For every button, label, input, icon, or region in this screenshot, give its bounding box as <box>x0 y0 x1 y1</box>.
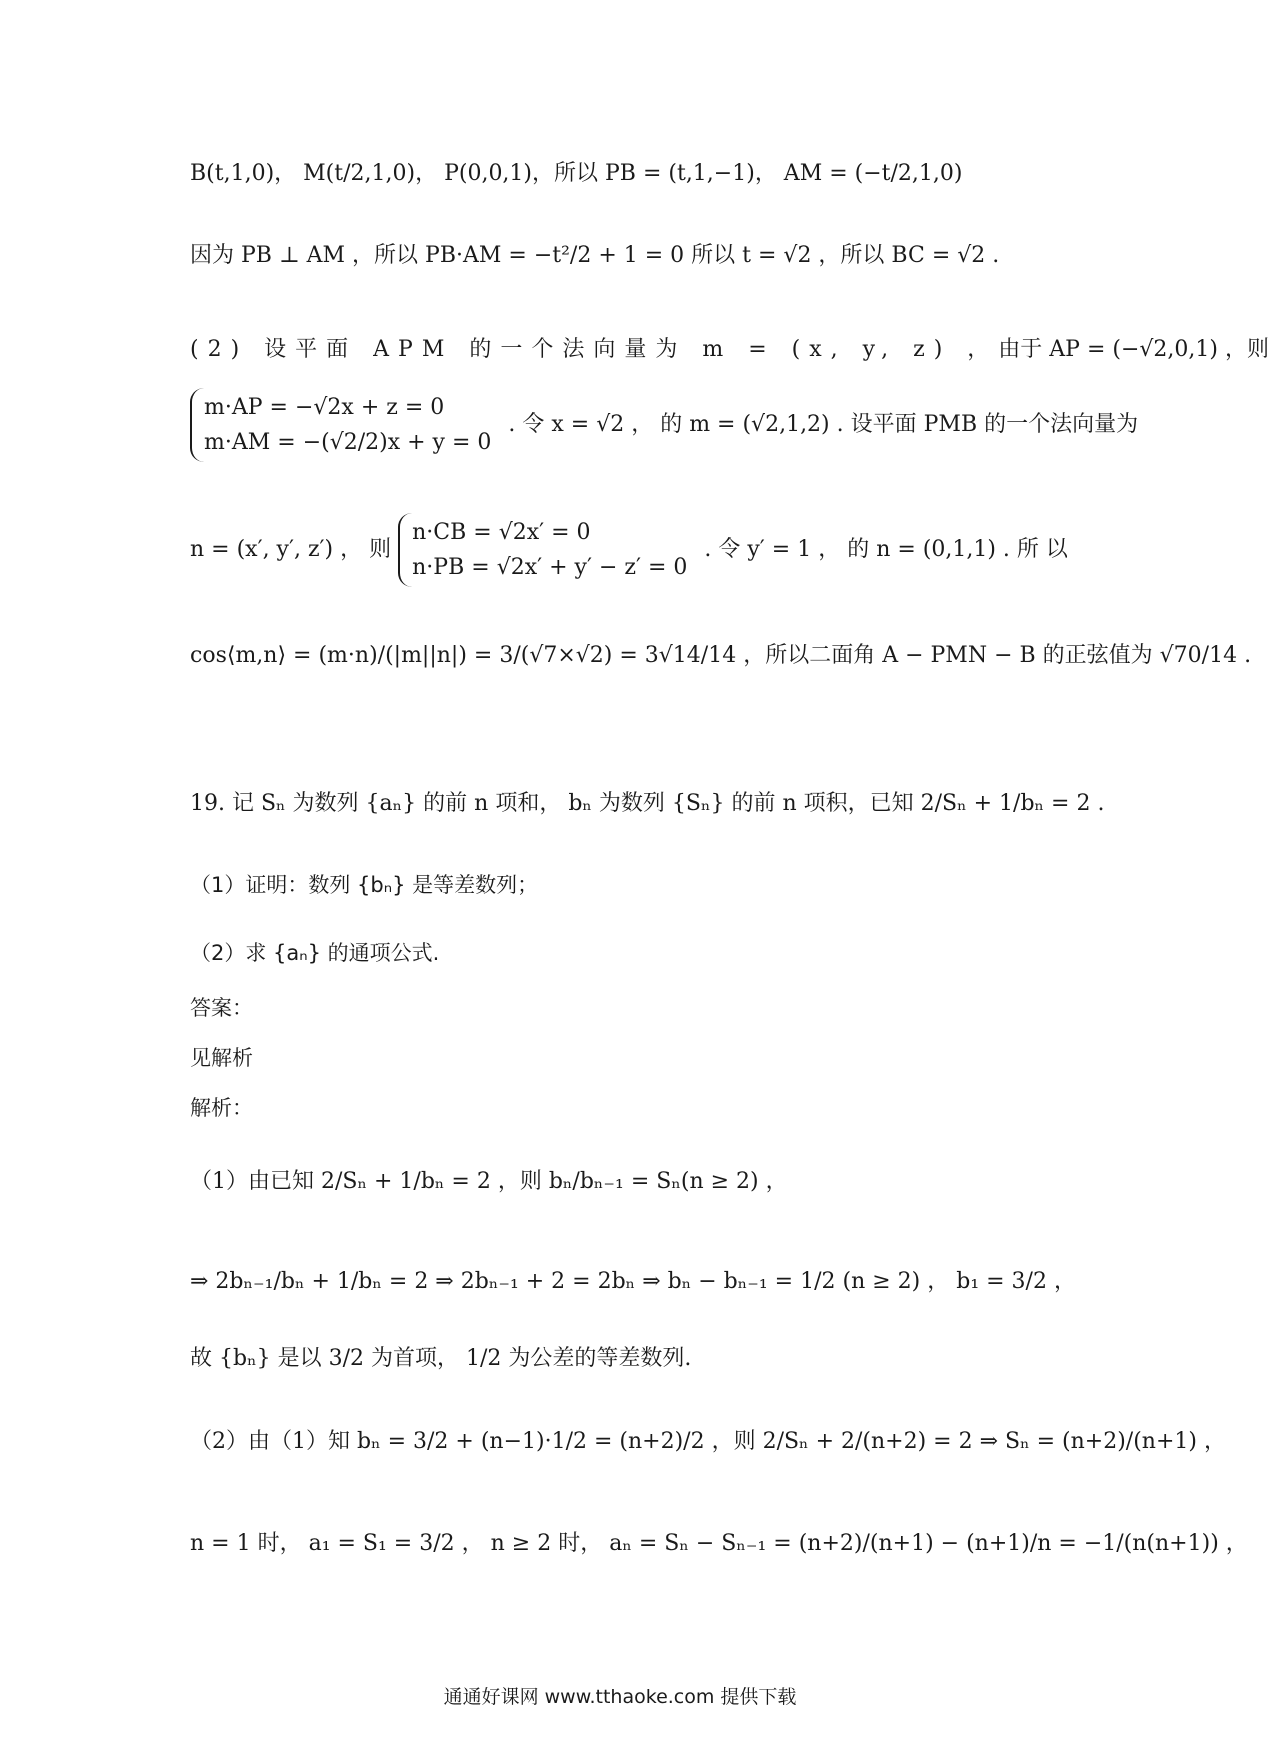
solution-line-5 <box>190 513 1070 587</box>
equation-system-m <box>190 388 501 462</box>
question-19-part-2: （2）求 {aₙ} 的通项公式. <box>190 941 440 965</box>
system-n-eq-2: n·PB = √2x′ + y′ − z′ = 0 <box>412 555 688 581</box>
question-19: 19. 记 Sₙ 为数列 {aₙ} 的前 n 项和， bₙ 为数列 {Sₙ} 的前 n 项积，已知 2/Sₙ + 1/bₙ = 2 . <box>190 791 1105 816</box>
answer-label: 答案： <box>190 996 253 1020</box>
line-5-tail: . 令 y′ = 1 ， 的 n = (0,1,1) . 所 以 <box>704 537 1068 563</box>
solution-line-3 <box>190 336 1269 365</box>
solution-line-1: B(t,1,0)， M(t/2,1,0)， P(0,0,1)，所以 PB = (t,1,−1)， AM = (−t/2,1,0) <box>190 161 963 186</box>
system-m-eq-2: m·AM = −(√2/2)x + y = 0 <box>204 430 492 456</box>
analysis-step-4: （2）由（1）知 bₙ = 3/2 + (n−1)·1/2 = (n+2)/2 ，则 2/Sₙ + 2/(n+2) = 2 ⇒ Sₙ = (n+2)/(n+1) ， <box>190 1429 1226 1454</box>
solution-line-4 <box>190 388 1139 462</box>
question-19-part-1: （1）证明：数列 {bₙ} 是等差数列； <box>190 873 539 897</box>
line-3-part-c: 则 <box>1246 337 1269 362</box>
line-3-part-b: 由于 AP = (−√2,0,1) ， <box>998 337 1247 362</box>
line-3-part-a: (2) 设平面 APM 的一个法向量为 m = (x, y, z) ， <box>190 337 999 362</box>
line-4-tail: . 令 x = √2 ， 的 m = (√2,1,2) . 设平面 PMB 的一个法向量为 <box>508 412 1139 438</box>
answer-text: 见解析 <box>190 1046 253 1070</box>
system-n-eq-1: n·CB = √2x′ = 0 <box>412 520 591 545</box>
equation-system-n <box>398 513 697 587</box>
system-m-eq-1: m·AP = −√2x + z = 0 <box>204 395 445 420</box>
analysis-step-5: n = 1 时， a₁ = S₁ = 3/2 ， n ≥ 2 时， aₙ = Sₙ − Sₙ₋₁ = (n+2)/(n+1) − (n+1)/n = −1/(n(n+1)) ， <box>190 1531 1248 1556</box>
solution-line-2: 因为 PB ⊥ AM ，所以 PB·AM = −t²/2 + 1 = 0 所以 t = √2 ，所以 BC = √2 . <box>190 243 1000 268</box>
analysis-step-3: 故 {bₙ} 是以 3/2 为首项， 1/2 为公差的等差数列. <box>190 1346 692 1371</box>
solution-line-6: cos⟨m,n⟩ = (m·n)/(|m||n|) = 3/(√7×√2) = 3√14/14 ，所以二面角 A − PMN − B 的正弦值为 √70/14 . <box>190 643 1252 668</box>
analysis-step-2: ⇒ 2bₙ₋₁/bₙ + 1/bₙ = 2 ⇒ 2bₙ₋₁ + 2 = 2bₙ ⇒ bₙ − bₙ₋₁ = 1/2 (n ≥ 2) ， b₁ = 3/2 ， <box>190 1269 1076 1294</box>
page-footer: 通通好课网 www.tthaoke.com 提供下载 <box>443 1686 797 1708</box>
line-5-head: n = (x′, y′, z′) ， 则 <box>190 537 392 563</box>
analysis-label: 解析： <box>190 1096 253 1120</box>
analysis-step-1: （1）由已知 2/Sₙ + 1/bₙ = 2 ，则 bₙ/bₙ₋₁ = Sₙ(n ≥ 2) ， <box>190 1169 788 1194</box>
